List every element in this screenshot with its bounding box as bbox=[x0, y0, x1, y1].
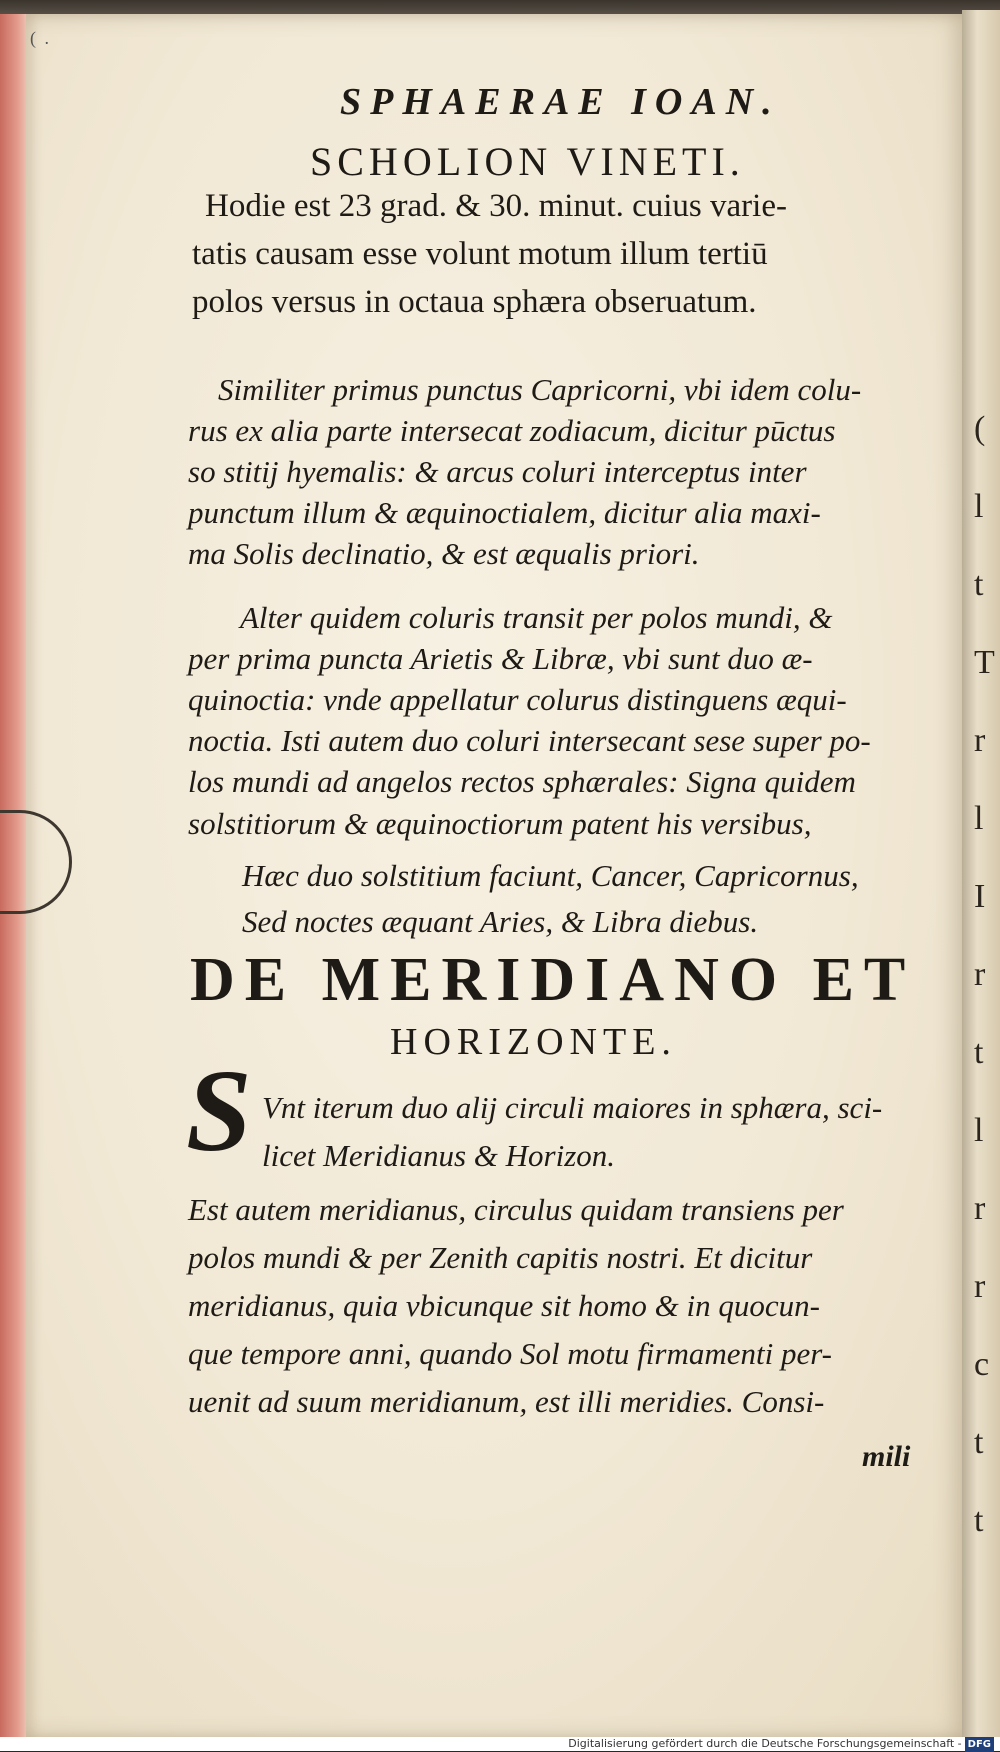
scholion-line: polos versus in octaua sphæra obseruatum. bbox=[192, 284, 757, 320]
digitization-credit bbox=[568, 1736, 994, 1752]
body-line: Similiter primus punctus Capricorni, vbi idem colu- bbox=[218, 372, 862, 407]
chapter-line: que tempore anni, quando Sol motu firmamenti per- bbox=[188, 1336, 832, 1371]
body-line: solstitiorum & æquinoctiorum patent his versibus, bbox=[188, 806, 812, 841]
facing-page-glyph: ( bbox=[974, 410, 986, 447]
chapter-subheading: HORIZONTE. bbox=[390, 1021, 677, 1063]
drop-cap: S bbox=[186, 1045, 252, 1176]
body-line: rus ex alia parte intersecat zodiacum, dicitur pūctus bbox=[188, 413, 836, 448]
facing-page-glyph: t bbox=[974, 1034, 984, 1071]
chapter-line: licet Meridianus & Horizon. bbox=[262, 1138, 616, 1173]
body-line: ma Solis declinatio, & est æqualis priori. bbox=[188, 536, 700, 571]
body-line: los mundi ad angelos rectos sphærales: Signa quidem bbox=[188, 764, 856, 799]
credit-text: Digitalisierung gefördert durch die Deutsche Forschungsgemeinschaft - bbox=[568, 1737, 962, 1750]
section-label: SCHOLION VINETI. bbox=[310, 139, 745, 184]
facing-page-glyph: l bbox=[974, 488, 984, 525]
body-line: noctia. Isti autem duo coluri intersecant sese super po- bbox=[188, 723, 871, 758]
facing-page-glyph: I bbox=[974, 878, 986, 915]
verse-line: Sed noctes æquant Aries, & Libra diebus. bbox=[242, 904, 759, 939]
folio-mark: ( . bbox=[30, 28, 51, 48]
body-line: punctum illum & æquinoctialem, dicitur alia maxi- bbox=[188, 495, 821, 530]
chapter-line: uenit ad suum meridianum, est illi meridies. Consi- bbox=[188, 1384, 825, 1419]
facing-page-glyph: t bbox=[974, 1424, 984, 1461]
facing-page-glyph: r bbox=[974, 956, 986, 993]
chapter-line: meridianus, quia vbicunque sit homo & in quocun- bbox=[188, 1288, 820, 1323]
body-line: per prima puncta Arietis & Libræ, vbi sunt duo æ- bbox=[188, 641, 813, 676]
facing-page-glyph: t bbox=[974, 566, 984, 603]
running-title: SPHAERAE IOAN. bbox=[340, 81, 781, 123]
facing-page-glyph: r bbox=[974, 722, 986, 759]
facing-page-glyph: T bbox=[974, 644, 995, 681]
facing-page-glyph: t bbox=[974, 1502, 984, 1539]
dfg-logo-icon: DFG bbox=[965, 1737, 994, 1752]
body-line: quinoctia: vnde appellatur colurus distinguens æqui- bbox=[188, 682, 847, 717]
catchword: mili bbox=[862, 1440, 911, 1473]
body-line: so stitij hyemalis: & arcus coluri interceptus inter bbox=[188, 454, 807, 489]
chapter-line: polos mundi & per Zenith capitis nostri. Et dicitur bbox=[188, 1240, 813, 1275]
chapter-line: Est autem meridianus, circulus quidam transiens per bbox=[188, 1192, 844, 1227]
body-line: Alter quidem coluris transit per polos mundi, & bbox=[240, 600, 833, 635]
scholion-line: tatis causam esse volunt motum illum tertiū bbox=[192, 236, 768, 272]
facing-page-glyph: r bbox=[974, 1190, 986, 1227]
facing-page-glyph: l bbox=[974, 800, 984, 837]
facing-page-glyph: l bbox=[974, 1112, 984, 1149]
facing-page-glyph: c bbox=[974, 1346, 990, 1383]
chapter-line: Vnt iterum duo alij circuli maiores in sphæra, sci- bbox=[262, 1090, 883, 1125]
facing-page-glyph: r bbox=[974, 1268, 986, 1305]
scholion-line: Hodie est 23 grad. & 30. minut. cuius varie- bbox=[205, 188, 787, 224]
verse-line: Hæc duo solstitium faciunt, Cancer, Capricornus, bbox=[242, 858, 859, 893]
chapter-heading: DE MERIDIANO ET bbox=[190, 946, 916, 1014]
